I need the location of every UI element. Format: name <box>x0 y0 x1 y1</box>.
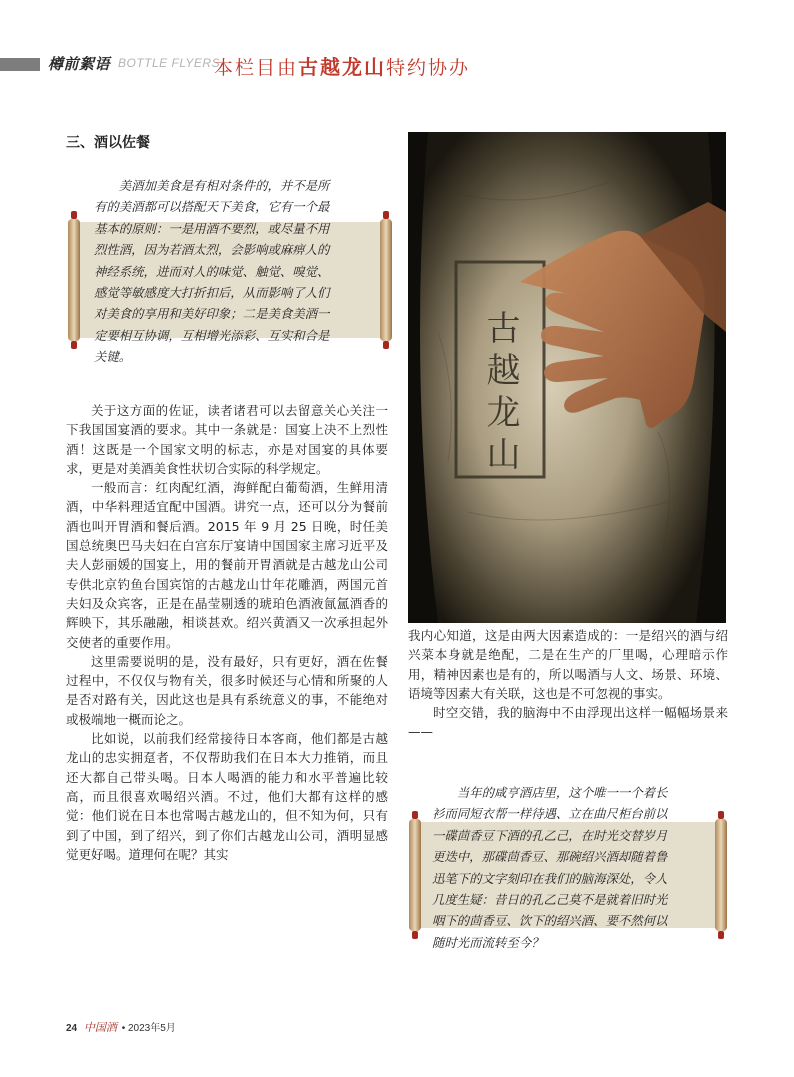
quote-line: 衫而同短衣帮一样待遇、立在曲尺柜台前以 <box>432 806 668 822</box>
quote-line: 感觉等敏感度大打折扣后，从而影响了人们 <box>94 285 330 301</box>
scroll-rod-right <box>715 819 727 931</box>
scroll-rod-right <box>380 219 392 341</box>
paragraph: 这里需要说明的是，没有最好，只有更好，酒在佐餐过程中，不仅仅与物有关，很多时候还与心情和所聚的人是否对路有关，因此这也是具有系统意义的事，不能绝对或极端地一概而论之。 <box>66 653 388 727</box>
sponsor-prefix: 本栏目由 <box>214 57 299 79</box>
page-number: 24 <box>66 1023 78 1034</box>
quote-line: 随时光而流转至今？ <box>432 934 544 950</box>
quote-line: 关键。 <box>94 349 132 365</box>
jar-photo <box>408 132 726 623</box>
quote-block-1 <box>94 175 378 368</box>
sponsor-line <box>214 51 470 80</box>
quote-line: 对美食的享用和美好印象；二是美食美酒一 <box>94 306 330 322</box>
quote-line: 有的美酒都可以搭配天下美食，它有一个最 <box>94 199 330 215</box>
paragraph: 我内心知道，这是由两大因素造成的：一是绍兴的酒与绍兴菜本身就是绝配，二是在生产的厂里喝，心理暗示作用，精神因素也是有的，所以喝酒与人文、场景、环境、语境等因素大有关联，这也是不可忽视的事实。 <box>408 628 728 701</box>
sponsor-suffix: 特约协办 <box>386 57 471 79</box>
footer-separator: • <box>121 1023 126 1034</box>
quote-line: 烈性酒，因为若酒太烈，会影响或麻痹人的 <box>94 242 330 258</box>
scroll-rod-left <box>409 819 421 931</box>
quote-line: 更迭中，那碟茴香豆、那碗绍兴酒却随着鲁 <box>432 849 668 865</box>
quote-line: 几度生疑：昔日的孔乙己莫不是就着旧时光 <box>432 892 668 908</box>
jar-photo-svg <box>408 132 726 623</box>
paragraph: 关于这方面的佐证，读者诸君可以去留意关心关注一下我国国宴酒的要求。其中一条就是：国宴上决不上烈性酒！这既是一个国家文明的标志，亦是对国宴的具体要求，更是对美酒美食性状切合实际的科学规定。 <box>66 403 388 476</box>
scroll-rod-left <box>68 219 80 341</box>
quote-line: 迅笔下的文字刻印在我们的脑海深处，令人 <box>432 870 668 886</box>
column-title: 樽前絮语 <box>48 55 111 73</box>
quote-line: 美酒加美食是有相对条件的，并不是所 <box>118 178 330 193</box>
quote-line: 定要相互协调，互相增光添彩、互实和合是 <box>94 327 330 343</box>
issue-date: 2023年5月 <box>127 1023 176 1034</box>
paragraph: 比如说，以前我们经常接待日本客商，他们都是古越龙山的忠实拥趸者，不仅帮助我们在日本大力推销，而且还大都自己带头喝。日本人喝酒的能力和水平普遍比较高，而且很喜欢喝绍兴酒。不过，他们大都有这样的感觉：他们说在日本也常喝古越龙山的，但不知为何，只有到了中国，到了绍兴，到了你们古越龙山公司，酒明显感觉更好喝。道理何在呢？其实 <box>66 731 388 862</box>
jar-inscription: 古越龙山 <box>480 310 520 478</box>
quote-line: 一碟茴香豆下酒的孔乙己，在时光交替岁月 <box>432 827 668 843</box>
left-column-text <box>66 401 388 864</box>
quote-block-2 <box>432 782 714 953</box>
quote-line: 基本的原则：一是用酒不要烈，或尽量不用 <box>94 220 330 236</box>
paragraph: 一般而言：红肉配红酒，海鲜配白葡萄酒，生鲜用清酒，中华料理适宜配中国酒。讲究一点，还可以分为餐前酒也叫开胃酒和餐后酒。2015 年 9 月 25 日晚，时任美国总统奥巴马夫妇在白宫东厅宴请中国国家主席习近平及夫人彭丽媛的国宴上，用的餐前开胃酒就是古越龙山公司专供北京钓鱼台国宾馆的古越龙山廿年花雕酒，两国元首夫妇及众宾客，正是在晶莹剔透的琥珀色酒液氤氲酒香的辉映下，其乐融融，相谈甚欢。绍兴黄酒又一次承担起外交使者的重要作用。 <box>66 480 388 650</box>
right-column-text <box>408 626 728 742</box>
quote-line: 咽下的茴香豆、饮下的绍兴酒、要不然何以 <box>432 913 668 929</box>
header-bar <box>0 58 40 71</box>
page-footer <box>66 1019 176 1035</box>
sponsor-brand: 古越龙山 <box>298 55 387 79</box>
column-title-en: BOTTLE FLYERS <box>118 56 221 70</box>
quote-line: 当年的咸亨酒店里，这个唯一一个着长 <box>456 785 668 800</box>
quote-line: 神经系统，进而对人的味觉、触觉、嗅觉、 <box>94 263 330 279</box>
magazine-logo: 中国酒 <box>83 1021 117 1034</box>
section-title: 三、酒以佐餐 <box>66 135 150 151</box>
paragraph: 时空交错，我的脑海中不由浮现出这样一幅幅场景来—— <box>408 705 728 740</box>
